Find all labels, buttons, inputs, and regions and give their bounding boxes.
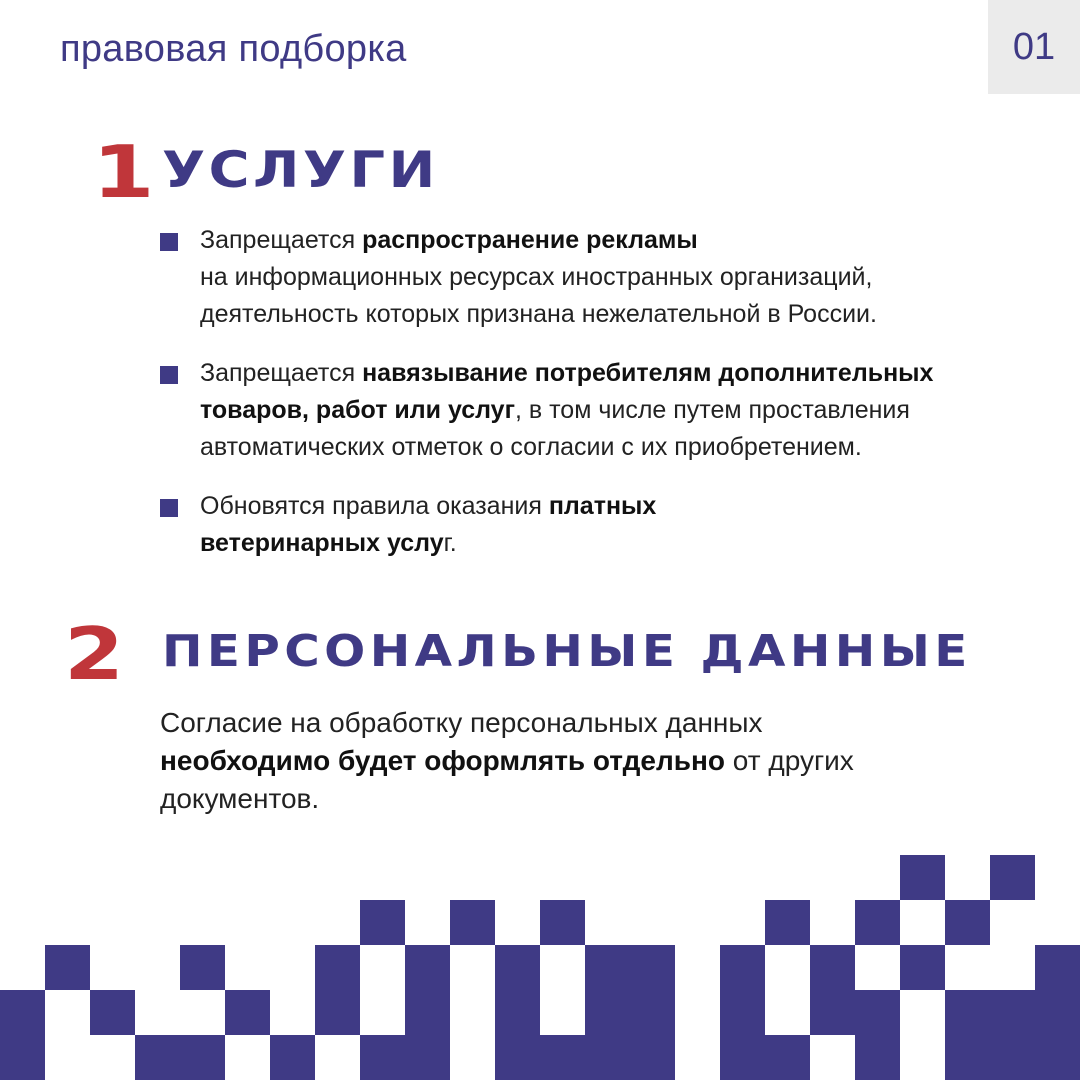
list-item bbox=[160, 222, 1040, 333]
text: автоматических отметок о согласии с их приобретением. bbox=[200, 433, 862, 461]
section-1-title: УСЛУГИ bbox=[162, 141, 439, 199]
text: Запрещается bbox=[200, 359, 363, 387]
text: Согласие на обработку персональных данных bbox=[160, 707, 763, 738]
text: Запрещается bbox=[200, 226, 363, 254]
page-title: правовая подборка bbox=[60, 28, 407, 70]
list-item bbox=[160, 355, 1040, 466]
bold-text: распространение рекламы bbox=[362, 226, 698, 254]
list-item-text bbox=[200, 222, 1040, 333]
section-1-list bbox=[160, 222, 1040, 584]
text: от других bbox=[725, 745, 854, 776]
text: деятельность которых признана нежелательной в России. bbox=[200, 300, 877, 328]
bold-text: платных bbox=[548, 492, 657, 520]
section-2-number: 2 bbox=[64, 612, 125, 696]
bullet-square-icon bbox=[160, 366, 178, 384]
page-number: 01 bbox=[988, 0, 1080, 94]
list-item-text bbox=[200, 355, 1040, 466]
bullet-square-icon bbox=[160, 499, 178, 517]
list-item bbox=[160, 488, 1040, 562]
bold-text: товаров, работ или услуг bbox=[200, 396, 516, 424]
section-1-number: 1 bbox=[92, 130, 155, 214]
text: Обновятся правила оказания bbox=[200, 492, 549, 520]
bullet-square-icon bbox=[160, 233, 178, 251]
bold-text: навязывание потребителям дополнительных bbox=[362, 359, 934, 387]
section-2-title: ПЕРСОНАЛЬНЫЕ ДАННЫЕ bbox=[162, 626, 972, 677]
bold-text: необходимо будет оформлять отдельно bbox=[160, 745, 726, 776]
text: , в том числе путем проставления bbox=[515, 396, 910, 424]
text: на информационных ресурсах иностранных организаций, bbox=[200, 263, 873, 291]
list-item-text bbox=[200, 488, 1040, 562]
text: г. bbox=[443, 529, 457, 557]
bold-text: ветеринарных услу bbox=[200, 529, 444, 557]
section-2-text bbox=[160, 704, 1020, 818]
text: документов. bbox=[160, 783, 320, 814]
